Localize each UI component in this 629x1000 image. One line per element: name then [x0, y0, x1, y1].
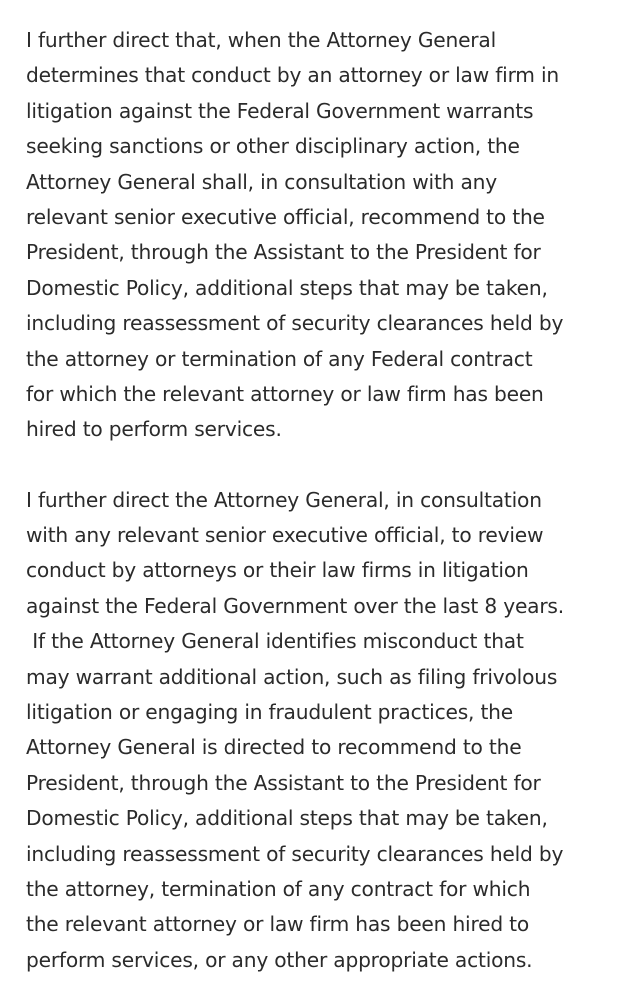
text-line: Attorney General shall, in consultation with any — [26, 169, 497, 194]
text-line: litigation against the Federal Government warrants — [26, 98, 534, 123]
text-line: perform services, or any other appropriate actions. — [26, 947, 533, 972]
paragraph-1 — [26, 23, 626, 448]
text-line: Domestic Policy, additional steps that may be taken, — [26, 806, 548, 831]
text-line: I further direct the Attorney General, in consultation — [26, 487, 542, 512]
text-line: for which the relevant attorney or law firm has been — [26, 381, 544, 406]
text-line: President, through the Assistant to the President for — [26, 770, 541, 795]
text-line: against the Federal Government over the last 8 years. — [26, 593, 564, 618]
text-line: the relevant attorney or law firm has been hired to — [26, 912, 530, 937]
text-line: If the Attorney General identifies misconduct that — [26, 629, 524, 654]
text-line: litigation or engaging in fraudulent practices, the — [26, 700, 513, 725]
text-line: the attorney, termination of any contract for which — [26, 876, 531, 901]
text-line: with any relevant senior executive official, to review — [26, 523, 544, 548]
text-line: Attorney General is directed to recommend to the — [26, 735, 522, 760]
text-line: President, through the Assistant to the President for — [26, 240, 541, 265]
text-line: seeking sanctions or other disciplinary action, the — [26, 134, 520, 159]
text-line: the attorney or termination of any Federal contract — [26, 346, 533, 371]
text-line: conduct by attorneys or their law firms in litigation — [26, 558, 529, 583]
text-line: I further direct that, when the Attorney General — [26, 28, 496, 52]
paragraph-2 — [26, 483, 626, 978]
text-line: Domestic Policy, additional steps that may be taken, — [26, 275, 548, 300]
text-line: including reassessment of security clearances held by — [26, 841, 564, 866]
text-line: including reassessment of security clearances held by — [26, 311, 564, 336]
text-line: relevant senior executive official, recommend to the — [26, 204, 545, 229]
document-body — [26, 23, 626, 978]
text-line: determines that conduct by an attorney or law firm in — [26, 63, 559, 88]
text-line: hired to perform services. — [26, 417, 282, 442]
text-line: may warrant additional action, such as filing frivolous — [26, 664, 558, 689]
